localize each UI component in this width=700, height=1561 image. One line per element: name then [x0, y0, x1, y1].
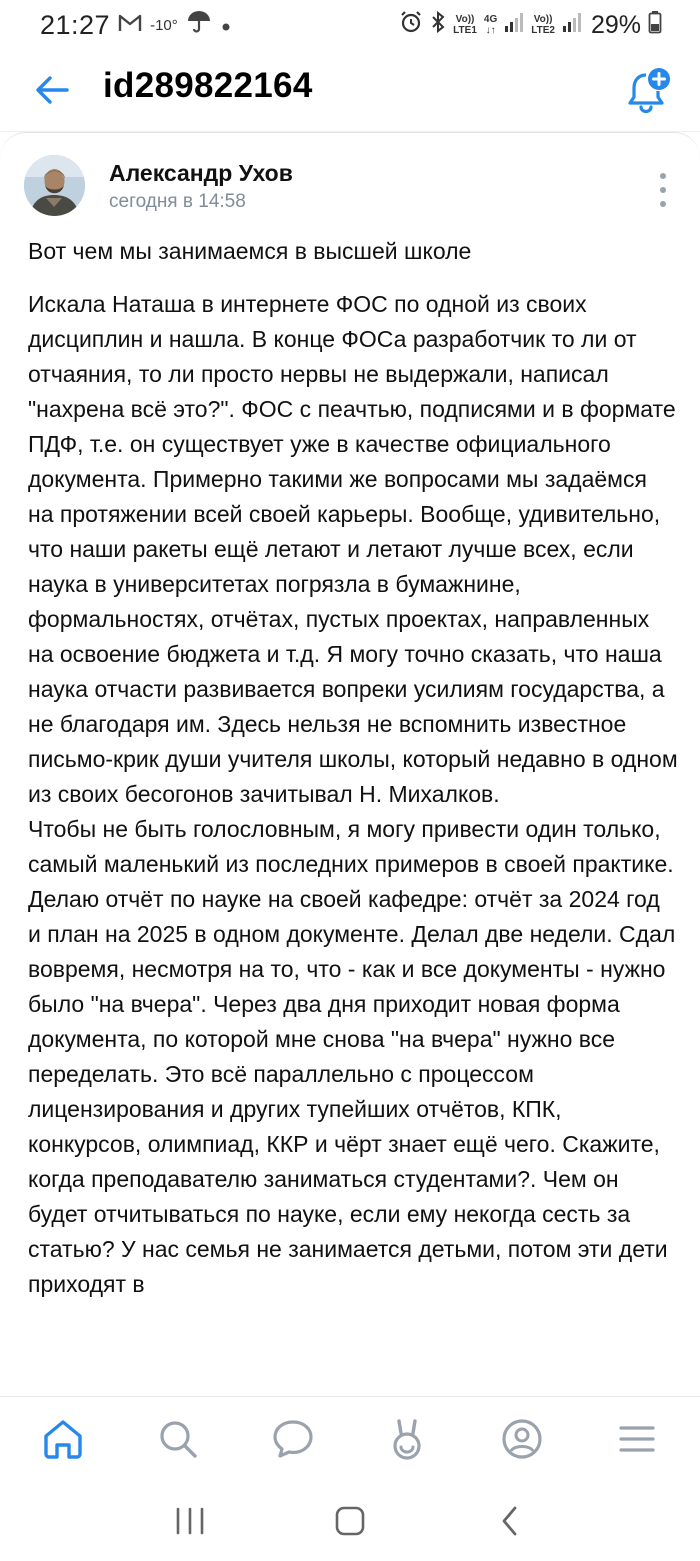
temperature: -10°	[150, 16, 178, 34]
page-title: id289822164	[103, 66, 313, 105]
clips-icon	[387, 1417, 427, 1461]
dot	[660, 201, 666, 207]
bluetooth-icon	[430, 10, 446, 41]
bell-plus-icon	[624, 66, 674, 116]
home-square-icon	[334, 1505, 366, 1537]
search-icon	[157, 1418, 199, 1460]
bottom-navigation	[0, 1396, 700, 1480]
dot	[660, 187, 666, 193]
battery-icon	[648, 10, 662, 41]
app-header	[0, 50, 700, 132]
battery-percent: 29%	[590, 10, 641, 39]
back-system-button[interactable]	[480, 1491, 540, 1551]
alarm-icon	[399, 10, 423, 41]
signal-icon	[504, 11, 524, 40]
sim2-label: Vo)) LTE2	[531, 14, 555, 36]
back-button[interactable]	[30, 68, 74, 112]
author-name[interactable]: Александр Ухов	[109, 160, 293, 186]
umbrella-icon	[186, 10, 212, 41]
nav-messages[interactable]	[253, 1404, 333, 1474]
menu-icon	[617, 1419, 657, 1459]
post-time: сегодня в 14:58	[109, 191, 246, 212]
post-card	[0, 132, 700, 1396]
nav-clips[interactable]	[367, 1404, 447, 1474]
home-icon	[41, 1417, 85, 1461]
avatar[interactable]	[24, 155, 85, 216]
dot	[660, 173, 666, 179]
status-bar	[0, 0, 700, 50]
sim1-label: Vo)) LTE1	[453, 14, 477, 36]
recent-apps-button[interactable]	[160, 1491, 220, 1551]
system-navigation	[0, 1480, 700, 1561]
network-type: 4G ↓↑	[483, 14, 498, 36]
home-system-button[interactable]	[320, 1491, 380, 1551]
status-time: 21:27	[40, 9, 111, 40]
signal-2-icon	[562, 11, 582, 40]
post-text	[28, 234, 678, 1302]
recent-apps-icon	[173, 1506, 207, 1536]
post-body: Искала Наташа в интернете ФОС по одной из своих дисциплин и нашла. В конце ФОСа разработчик то ли от отчаяния, то ли просто нервы не выдержали, написал "нахрена всё это?". ФОС с пеачтью, подписями и в формате ПДФ, т.е. он существует уже в качестве официального документа. Примерно такими же вопросами мы задаёмся на протяжении всей своей карьеры. Вообще, удивительно, что наши ракеты ещё летают и летают лучше всех, если наука в университетах погрязла в бумажнине, формальностях, отчётах, пустых проектах, направленных на освоение бюджета и т.д. Я могу точно сказать, что наша наука отчасти развивается вопреки усилиям государства, а не благодаря им. Здесь нельзя не вспомнить известное письмо-крик души учителя школы, который недавно в одном из своих бесогонов зачитывал Н. Михалков. Чтобы не быть голословным, я могу привести один только, самый маленький из последних примеров в своей практике. Делаю отчёт по науке на своей кафедре: отчёт за 2024 год и план на 2025 в одном документе. Делал две недели. Сдал вовремя, несмотря на то, что - как и все документы - нужно было "на вчера". Через два дня приходит новая форма документа, по которой мне снова "на вчера" нужно все переделать. Это всё параллельно с процессом лицензирования и других тупейших отчётов, КПК, конкурсов, олимпиад, ККР и чёрт знает ещё чего. Скажите, когда преподавателю заниматься студентами?. Чем он будет отчитываться по науке, если ему некогда сесть за статью? У нас семья не занимается детьми, потом эти дети приходят в	[28, 291, 678, 1297]
nav-search[interactable]	[138, 1404, 218, 1474]
profile-icon	[500, 1417, 544, 1461]
subscribe-notifications-button[interactable]	[624, 66, 674, 116]
gmail-icon	[118, 11, 142, 40]
arrow-left-icon	[34, 75, 70, 105]
chevron-left-icon	[498, 1505, 522, 1537]
post-header	[24, 155, 684, 219]
more-options-button[interactable]	[652, 173, 674, 207]
nav-home[interactable]	[23, 1404, 103, 1474]
notification-dot-icon	[220, 11, 232, 40]
post-title-line: Вот чем мы занимаемся в высшей школе	[28, 238, 472, 264]
messages-icon	[271, 1418, 315, 1460]
nav-menu[interactable]	[597, 1404, 677, 1474]
nav-profile[interactable]	[482, 1404, 562, 1474]
